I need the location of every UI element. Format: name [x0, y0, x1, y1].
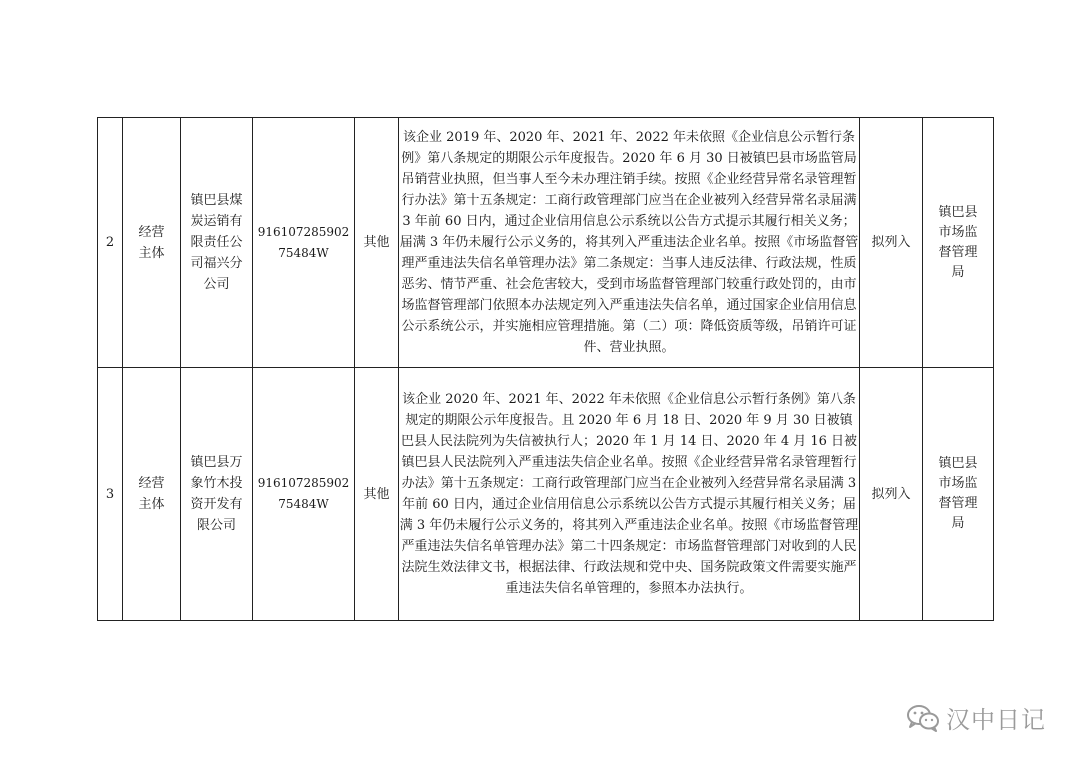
- company-name: 镇巴县煤炭运销有限责任公司福兴分公司: [190, 193, 243, 292]
- company-name-cell: [181, 118, 253, 368]
- authority: 镇巴县市场监督管理局: [938, 456, 978, 531]
- subject-type: 经营主体: [138, 224, 165, 261]
- authority: 镇巴县市场监督管理局: [938, 204, 978, 280]
- row-index: 3: [98, 368, 123, 621]
- reason-text: 该企业 2019 年、2020 年、2021 年、2022 年未依照《企业信息公示暂行条例》第八条规定的期限公示年度报告。2020 年 6 月 30 日被镇巴县市场监管局吊销营业执照，但当事人至今未办理注销手续。按照《企业经营异常名录管理暂行办法》第十五条规定：工商行政管理部门应当在企业被列入经营异常名录届满 3 年前 60 日内，通过企业信用信息公示系统以公告方式提示其履行相关义务；届满 3 年仍未履行公示义务的，将其列入严重违法企业名单。按照《市场监督管理严重违法失信名单管理办法》第二条规定：当事人违反法律、行政法规，性质恶劣、情节严重、社会危害较大，受到市场监督管理部门较重行政处罚的，由市场监督管理部门依照本办法规定列入严重违法失信名单，通过国家企业信用信息公示系统公示，并实施相应管理措施。第（二）项：降低资质等级，吊销许可证件、营业执照。: [399, 118, 860, 368]
- authority-cell: [923, 118, 994, 368]
- credit-code-cell: [253, 368, 355, 621]
- watermark: [906, 700, 1046, 735]
- category: 其他: [355, 368, 399, 621]
- subject-type-cell: [123, 118, 181, 368]
- subject-type-cell: [123, 368, 181, 621]
- action: 拟列入: [860, 118, 923, 368]
- company-name-cell: [181, 368, 253, 621]
- wechat-icon: [906, 704, 940, 732]
- credit-code: 91610728590275484W: [257, 476, 350, 511]
- credit-code: 91610728590275484W: [257, 224, 350, 260]
- reason-text: 该企业 2020 年、2021 年、2022 年未依照《企业信息公示暂行条例》第八条规定的期限公示年度报告。且 2020 年 6 月 18 日、2020 年 9 月 30 日被镇巴县人民法院列为失信被执行人；2020 年 1 月 14 日、2020 年 4 月 16 日被镇巴县人民法院列入严重违法失信企业名单。按照《企业经营异常名录管理暂行办法》第十五条规定：工商行政管理部门应当在企业被列入经营异常名录届满 3 年前 60 日内，通过企业信用信息公示系统以公告方式提示其履行相关义务；届满 3 年仍未履行公示义务的，将其列入严重违法企业名单。按照《市场监督管理严重违法失信名单管理办法》第二十四条规定：市场监督管理部门对收到的人民法院生效法律文书，根据法律、行政法规和党中央、国务院政策文件需要实施严重违法失信名单管理的，参照本办法执行。: [399, 368, 860, 621]
- company-name: 镇巴县万象竹木投资开发有限公司: [190, 455, 243, 533]
- action: 拟列入: [860, 368, 923, 621]
- notice-table: [97, 117, 994, 621]
- table-row: [98, 368, 994, 621]
- row-index: 2: [98, 118, 123, 368]
- category: 其他: [355, 118, 399, 368]
- watermark-text: 汉中日记: [946, 706, 1046, 734]
- authority-cell: [923, 368, 994, 621]
- credit-code-cell: [253, 118, 355, 368]
- subject-type: 经营主体: [138, 476, 165, 512]
- table-row: [98, 118, 994, 368]
